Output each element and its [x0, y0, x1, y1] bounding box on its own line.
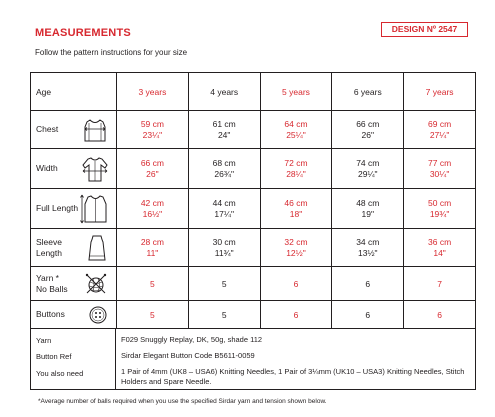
page-subtitle: Follow the pattern instructions for your size — [35, 48, 188, 57]
chest-value: 69 cm 27¼" — [404, 111, 476, 149]
buttons-value: 5 — [188, 301, 260, 329]
full-length-value: 46 cm 18" — [260, 189, 332, 229]
buttons-value: 5 — [117, 301, 189, 329]
sleeve-length-value: 32 cm 12½" — [260, 229, 332, 267]
also-need-key: You also need — [36, 369, 84, 378]
yarn-balls-value: 5 — [188, 267, 260, 301]
row-label-cell — [31, 267, 117, 301]
button-ref-value: Sirdar Elegant Button Code B5611-0059 — [121, 351, 255, 360]
sleeve-length-value: 30 cm 11¾" — [188, 229, 260, 267]
width-row — [31, 149, 476, 189]
width-value: 72 cm 28¼" — [260, 149, 332, 189]
materials-divider — [115, 329, 116, 389]
chest-row — [31, 111, 476, 149]
size-header: 7 years — [404, 73, 476, 111]
chest-value: 64 cm 25¼" — [260, 111, 332, 149]
yarn-key: Yarn — [36, 336, 52, 345]
width-value: 68 cm 26¾" — [188, 149, 260, 189]
yarn-value: F029 Snuggly Replay, DK, 50g, shade 112 — [121, 335, 263, 344]
yarn-balls-value: 6 — [332, 267, 404, 301]
row-label: Buttons — [36, 309, 65, 319]
full-length-value: 44 cm 17¼" — [188, 189, 260, 229]
width-value: 74 cm 29¼" — [332, 149, 404, 189]
sleeve-length-value: 34 cm 13½" — [332, 229, 404, 267]
sweater-width-icon — [82, 155, 108, 183]
sleeve-length-icon — [86, 234, 108, 262]
sleeve-length-row — [31, 229, 476, 267]
sweater-length-icon — [80, 193, 108, 225]
age-label: Age — [31, 73, 117, 111]
yarn-balls-value: 6 — [260, 267, 332, 301]
row-label-cell — [31, 301, 117, 329]
width-value: 66 cm 26" — [117, 149, 189, 189]
buttons-value: 6 — [260, 301, 332, 329]
size-header: 5 years — [260, 73, 332, 111]
also-need-value: 1 Pair of 4mm (UK8 – USA6) Knitting Needles, 1 Pair of 3¼mm (UK10 – USA3) Knitting Needles, Stitch Holders and Spare Needle. — [121, 367, 465, 386]
button-ref-key: Button Ref — [36, 352, 72, 361]
buttons-value: 6 — [404, 301, 476, 329]
row-label: Full Length — [36, 203, 79, 213]
sleeve-length-value: 36 cm 14" — [404, 229, 476, 267]
chest-value: 59 cm 23¼" — [117, 111, 189, 149]
footnote: *Average number of balls required when you use the specified Sirdar yarn and tension shown below. — [38, 398, 327, 405]
sweater-chest-icon — [82, 117, 108, 143]
full-length-row — [31, 189, 476, 229]
full-length-value: 42 cm 16½" — [117, 189, 189, 229]
yarn-row — [31, 267, 476, 301]
age-row — [31, 73, 476, 111]
row-label: Sleeve Length — [36, 236, 62, 258]
full-length-value: 48 cm 19" — [332, 189, 404, 229]
full-length-value: 50 cm 19¾" — [404, 189, 476, 229]
yarn-ball-icon — [84, 272, 108, 296]
width-value: 77 cm 30¼" — [404, 149, 476, 189]
design-number-badge: DESIGN Nº 2547 — [381, 22, 468, 37]
row-label-cell — [31, 149, 117, 189]
buttons-value: 6 — [332, 301, 404, 329]
size-header: 3 years — [117, 73, 189, 111]
row-label: Yarn * No Balls — [36, 272, 68, 294]
measurements-table — [30, 72, 476, 329]
size-header: 4 years — [188, 73, 260, 111]
chest-value: 66 cm 26" — [332, 111, 404, 149]
yarn-balls-value: 5 — [117, 267, 189, 301]
page-title: MEASUREMENTS — [35, 27, 131, 39]
row-label-cell — [31, 229, 117, 267]
row-label-cell — [31, 189, 117, 229]
chest-value: 61 cm 24" — [188, 111, 260, 149]
row-label: Chest — [36, 124, 59, 134]
button-icon — [88, 305, 108, 325]
row-label: Width — [36, 163, 58, 173]
yarn-balls-value: 7 — [404, 267, 476, 301]
materials-box — [30, 328, 476, 390]
size-header: 6 years — [332, 73, 404, 111]
sleeve-length-value: 28 cm 11" — [117, 229, 189, 267]
row-label-cell — [31, 111, 117, 149]
buttons-row — [31, 301, 476, 329]
